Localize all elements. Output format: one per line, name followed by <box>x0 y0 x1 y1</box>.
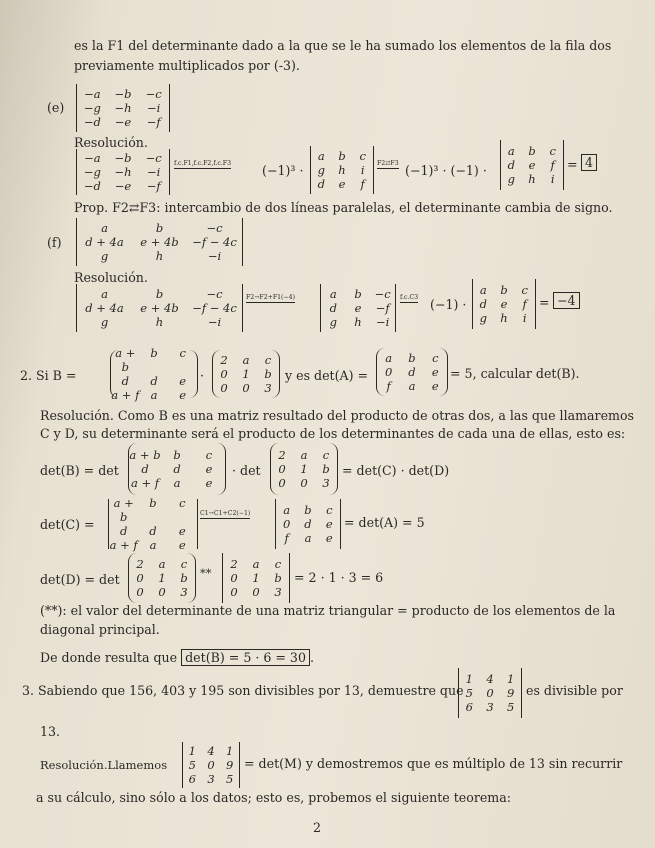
matrix-entry: −g <box>83 101 101 115</box>
matrix-row <box>77 287 242 301</box>
det-c-result: = det(A) = 5 <box>344 515 425 530</box>
triangular-note-line-1: (**): el valor del determinante de una matriz triangular = producto de los elementos de la <box>40 603 616 618</box>
matrix-row <box>111 374 197 388</box>
matrix-entry: 5 <box>226 772 234 786</box>
matrix-row <box>276 517 340 531</box>
part-e-result: 4 <box>581 155 597 170</box>
matrix-entry: 0 <box>207 758 215 772</box>
matrix-entry: c <box>322 448 330 462</box>
matrix-entry: 3 <box>207 772 215 786</box>
matrix-entry: e <box>325 517 333 531</box>
det-c-determinant <box>108 496 198 552</box>
matrix-entry: c <box>432 351 439 365</box>
matrix-entry: a <box>252 557 260 571</box>
matrix-row <box>77 301 242 315</box>
matrix-entry: d <box>141 462 149 476</box>
det-b-matrix-d <box>270 443 338 495</box>
matrix-entry: d <box>121 374 130 388</box>
matrix-entry: e + 4b <box>140 235 179 249</box>
matrix-row <box>109 524 197 538</box>
matrix-entry: b <box>180 571 188 585</box>
matrix-entry: 0 <box>158 585 166 599</box>
matrix-row <box>459 700 521 714</box>
det-d-determinant <box>222 553 290 603</box>
matrix-entry: 1 <box>300 462 308 476</box>
det-b-label: det(B) = det <box>40 463 119 478</box>
matrix-entry: f <box>360 177 365 191</box>
matrix-entry: d + 4a <box>85 235 124 249</box>
part-e-factor-2: (−1)³ · (−1) · <box>405 163 487 178</box>
matrix-row <box>311 149 373 163</box>
matrix-entry: −d <box>83 115 101 129</box>
problem-3-statement-line-2: 13. <box>40 724 61 739</box>
triangular-note-line-2: diagonal principal. <box>40 622 160 637</box>
matrix-row <box>321 315 395 329</box>
matrix-entry: b <box>264 367 272 381</box>
problem-2-statement-tail: = 5, calcular det(B). <box>450 366 580 381</box>
matrix-row <box>377 379 447 393</box>
matrix-entry: e <box>178 524 186 538</box>
matrix-entry: 1 <box>242 367 250 381</box>
matrix-entry: c <box>205 448 213 462</box>
matrix-entry: −c <box>374 287 391 301</box>
matrix-row <box>501 144 563 158</box>
matrix-row <box>77 87 169 101</box>
matrix-row <box>213 367 279 381</box>
matrix-entry: 6 <box>188 772 196 786</box>
problem-2-matrix-c <box>110 346 198 402</box>
matrix-entry: e <box>431 379 439 393</box>
matrix-entry: 1 <box>252 571 260 585</box>
matrix-entry: 3 <box>274 585 282 599</box>
matrix-entry: a + b <box>129 448 161 462</box>
part-e-operation-2: F2⇄F3 <box>377 160 399 167</box>
matrix-entry: −h <box>114 101 132 115</box>
matrix-row <box>77 101 169 115</box>
matrix-row <box>271 462 337 476</box>
matrix-entry: −c <box>206 221 223 235</box>
matrix-entry: c <box>521 283 528 297</box>
part-f-resolucion: Resolución. <box>74 270 148 285</box>
matrix-row <box>77 151 169 165</box>
det-d-label: det(D) = det <box>40 572 120 587</box>
matrix-entry: 0 <box>242 381 250 395</box>
problem-3-determinant <box>458 668 522 718</box>
matrix-row <box>501 172 563 186</box>
matrix-entry: 5 <box>507 700 515 714</box>
det-d-result: = 2 · 1 · 3 = 6 <box>294 570 384 585</box>
matrix-entry: 0 <box>220 367 228 381</box>
matrix-entry: g <box>317 163 326 177</box>
matrix-entry: e <box>354 301 362 315</box>
matrix-entry: g <box>479 311 488 325</box>
matrix-entry: b <box>155 287 164 301</box>
matrix-row <box>77 179 169 193</box>
matrix-entry: a <box>479 283 487 297</box>
matrix-row <box>183 744 239 758</box>
matrix-entry: 9 <box>507 686 515 700</box>
matrix-row <box>77 221 242 235</box>
matrix-entry: a <box>408 379 416 393</box>
matrix-row <box>183 772 239 786</box>
matrix-entry: g <box>329 315 338 329</box>
matrix-entry: b <box>338 149 346 163</box>
matrix-entry: e <box>179 374 187 388</box>
matrix-entry: a <box>158 557 166 571</box>
matrix-entry: h <box>338 163 346 177</box>
matrix-entry: i <box>522 311 527 325</box>
matrix-entry: 5 <box>465 686 473 700</box>
matrix-entry: a <box>385 351 393 365</box>
matrix-row <box>377 365 447 379</box>
problem-2-matrix-d <box>212 350 280 398</box>
matrix-entry: −a <box>84 151 101 165</box>
matrix-entry: d <box>173 462 181 476</box>
matrix-entry: a + b <box>113 496 134 524</box>
problem-3-resolution-line-2: a su cálculo, sino sólo a los datos; esto es, probemos el siguiente teorema: <box>36 790 511 805</box>
part-f-label: (f) <box>47 235 62 250</box>
matrix-entry: a <box>101 287 108 301</box>
matrix-entry: b <box>500 283 508 297</box>
matrix-entry: f <box>284 531 289 545</box>
matrix-entry: h <box>155 315 164 329</box>
matrix-entry: 1 <box>507 672 515 686</box>
matrix-entry: d <box>304 517 312 531</box>
matrix-entry: i <box>550 172 555 186</box>
matrix-entry: g <box>507 172 516 186</box>
matrix-row <box>111 388 197 402</box>
intro-line-2: previamente multiplicados por (-3). <box>74 58 300 73</box>
matrix-row <box>77 165 169 179</box>
matrix-entry: 3 <box>486 700 494 714</box>
matrix-entry: a + f <box>111 388 140 402</box>
matrix-entry: f <box>550 158 555 172</box>
matrix-entry: −i <box>147 165 161 179</box>
matrix-entry: e + 4b <box>140 301 179 315</box>
matrix-entry: −f <box>146 115 161 129</box>
matrix-entry: i <box>360 163 365 177</box>
matrix-row <box>213 353 279 367</box>
matrix-entry: c <box>264 353 272 367</box>
part-e-label: (e) <box>47 100 65 115</box>
matrix-entry: a <box>149 538 157 552</box>
matrix-entry: e <box>325 531 333 545</box>
matrix-entry: 4 <box>486 672 494 686</box>
matrix-entry: −f <box>146 179 161 193</box>
matrix-entry: −b <box>114 87 132 101</box>
matrix-entry: a <box>300 448 308 462</box>
matrix-entry: b <box>354 287 362 301</box>
matrix-entry: 0 <box>220 381 228 395</box>
matrix-entry: a <box>283 503 291 517</box>
matrix-entry: 2 <box>136 557 144 571</box>
matrix-entry: 3 <box>322 476 330 490</box>
matrix-entry: b <box>155 221 164 235</box>
part-f-operation-1: F2→F2+F1(−4) <box>246 294 296 301</box>
problem-3-resolution-determinant <box>182 742 240 788</box>
matrix-entry: e <box>179 388 187 402</box>
matrix-row <box>109 496 197 524</box>
matrix-entry: 0 <box>278 462 286 476</box>
matrix-entry: −i <box>207 249 222 263</box>
matrix-entry: f <box>386 379 391 393</box>
matrix-entry: 3 <box>264 381 272 395</box>
problem-3-resolution-prefix: Resolución.Llamemos <box>40 758 168 772</box>
matrix-row <box>311 163 373 177</box>
problem-2-resolution-line-2: C y D, su determinante será el producto de los determinantes de cada una de ellas, esto es: <box>40 426 626 441</box>
matrix-entry: 0 <box>230 571 238 585</box>
matrix-entry: −c <box>145 151 162 165</box>
matrix-row <box>129 462 225 476</box>
matrix-entry: 0 <box>385 365 393 379</box>
part-f-determinant <box>76 218 243 266</box>
matrix-row <box>77 235 242 249</box>
matrix-entry: 2 <box>220 353 228 367</box>
part-e-final-determinant <box>500 140 564 190</box>
matrix-entry: e <box>528 158 536 172</box>
det-b-dot-det: · det <box>232 463 261 478</box>
matrix-entry: −f − 4c <box>192 235 237 249</box>
matrix-entry: −i <box>147 101 161 115</box>
matrix-entry: b <box>173 448 181 462</box>
matrix-entry: 0 <box>300 476 308 490</box>
matrix-entry: h <box>528 172 536 186</box>
part-e-property-note: Prop. F2⇄F3: intercambio de dos líneas paralelas, el determinante cambia de signo. <box>74 200 613 215</box>
matrix-entry: d <box>119 524 128 538</box>
matrix-row <box>276 503 340 517</box>
matrix-entry: −i <box>207 315 222 329</box>
matrix-row <box>129 571 195 585</box>
matrix-entry: a + f <box>109 538 138 552</box>
matrix-entry: −d <box>83 179 101 193</box>
matrix-entry: −g <box>83 165 101 179</box>
matrix-entry: a <box>317 149 325 163</box>
part-f-result: −4 <box>553 293 580 308</box>
matrix-row <box>77 249 242 263</box>
matrix-entry: 5 <box>188 758 196 772</box>
page-number: 2 <box>313 820 322 835</box>
matrix-entry: −i <box>376 315 390 329</box>
matrix-entry: b <box>150 346 158 360</box>
matrix-row <box>213 381 279 395</box>
matrix-entry: d <box>149 524 157 538</box>
matrix-entry: −c <box>206 287 223 301</box>
matrix-entry: c <box>179 496 186 510</box>
matrix-row <box>311 177 373 191</box>
matrix-entry: d <box>150 374 158 388</box>
matrix-row <box>459 672 521 686</box>
matrix-row <box>276 531 340 545</box>
matrix-entry: b <box>304 503 312 517</box>
matrix-entry: a + b <box>115 346 136 374</box>
matrix-entry: a <box>150 388 158 402</box>
part-f-factor-2: (−1) · <box>430 297 467 312</box>
matrix-row <box>129 448 225 462</box>
part-f-final-determinant <box>472 279 536 329</box>
problem-2-dot: · <box>200 368 205 383</box>
matrix-row <box>223 585 289 599</box>
matrix-entry: 0 <box>278 476 286 490</box>
matrix-entry: b <box>528 144 536 158</box>
matrix-entry: 0 <box>252 585 260 599</box>
matrix-entry: e <box>338 177 346 191</box>
intro-line-1: es la F1 del determinante dado a la que se le ha sumado los elementos de la fila dos <box>74 38 612 53</box>
matrix-entry: 1 <box>465 672 473 686</box>
det-c-label: det(C) = <box>40 517 95 532</box>
matrix-entry: −f <box>375 301 390 315</box>
matrix-entry: d <box>408 365 416 379</box>
matrix-row <box>473 311 535 325</box>
conclusion: De donde resulta que det(B) = 5 · 6 = 30 . <box>40 650 314 665</box>
matrix-entry: e <box>431 365 439 379</box>
matrix-entry: 0 <box>136 571 144 585</box>
matrix-entry: 6 <box>465 700 473 714</box>
matrix-entry: a <box>173 476 181 490</box>
matrix-entry: c <box>326 503 333 517</box>
problem-3-resolution-suffix: = det(M) y demostremos que es múltiplo de 13 sin recurrir <box>244 756 623 771</box>
part-e-mid-determinant <box>310 146 374 194</box>
matrix-row <box>111 346 197 374</box>
part-e-operation-1: f.c.F1,f.c.F2,f.c.F3 <box>174 160 232 167</box>
matrix-row <box>223 571 289 585</box>
matrix-entry: e <box>205 476 213 490</box>
matrix-entry: e <box>205 462 213 476</box>
matrix-entry: −e <box>114 179 132 193</box>
det-c-final-determinant <box>275 499 341 549</box>
matrix-entry: a <box>242 353 250 367</box>
det-b-result: = det(C) · det(D) <box>342 463 450 478</box>
part-e-resolucion: Resolución. <box>74 135 148 150</box>
matrix-entry: d <box>329 301 338 315</box>
part-e-equals: = <box>567 157 578 172</box>
conclusion-result-box: det(B) = 5 · 6 = 30 <box>181 649 310 666</box>
matrix-entry: 2 <box>230 557 238 571</box>
matrix-row <box>321 301 395 315</box>
matrix-row <box>473 283 535 297</box>
matrix-row <box>77 315 242 329</box>
det-d-operation: ** <box>200 566 212 580</box>
matrix-entry: a <box>304 531 312 545</box>
matrix-entry: c <box>179 346 186 360</box>
part-e-determinant <box>76 84 170 132</box>
matrix-entry: b <box>149 496 157 510</box>
matrix-entry: 9 <box>226 758 234 772</box>
part-e-step-determinant <box>76 149 170 195</box>
problem-2-matrix-a <box>376 348 448 396</box>
part-f-operation-2: f.c.C3 <box>400 294 419 301</box>
det-d-matrix <box>128 553 196 603</box>
part-f-step-determinant <box>76 284 243 332</box>
matrix-row <box>377 351 447 365</box>
matrix-row <box>109 538 197 552</box>
matrix-row <box>271 448 337 462</box>
matrix-row <box>501 158 563 172</box>
problem-2-and-text: y es det(A) = <box>285 368 369 383</box>
matrix-entry: −b <box>114 151 132 165</box>
part-f-equals: = <box>539 295 550 310</box>
matrix-entry: h <box>155 249 164 263</box>
matrix-entry: a <box>507 144 515 158</box>
matrix-entry: e <box>178 538 186 552</box>
matrix-entry: c <box>359 149 366 163</box>
problem-3-statement-prefix: 3. Sabiendo que 156, 403 y 195 son divisibles por 13, demuestre que <box>22 683 464 698</box>
part-f-mid-determinant <box>320 284 396 332</box>
matrix-row <box>321 287 395 301</box>
matrix-entry: c <box>180 557 188 571</box>
problem-2-statement-prefix: 2. Si B = <box>20 368 77 383</box>
matrix-entry: a <box>101 221 108 235</box>
matrix-entry: b <box>408 351 416 365</box>
matrix-entry: 3 <box>180 585 188 599</box>
matrix-entry: a <box>329 287 337 301</box>
matrix-entry: 1 <box>188 744 196 758</box>
matrix-entry: g <box>100 249 109 263</box>
problem-3-statement-suffix: es divisible por <box>526 683 623 698</box>
matrix-entry: 2 <box>278 448 286 462</box>
matrix-entry: 0 <box>230 585 238 599</box>
matrix-row <box>129 476 225 490</box>
matrix-row <box>459 686 521 700</box>
matrix-row <box>473 297 535 311</box>
matrix-row <box>129 557 195 571</box>
matrix-row <box>271 476 337 490</box>
matrix-entry: −h <box>114 165 132 179</box>
part-e-factor-1: (−1)³ · <box>262 163 304 178</box>
matrix-entry: 4 <box>207 744 215 758</box>
matrix-entry: −f − 4c <box>192 301 237 315</box>
matrix-entry: 1 <box>226 744 234 758</box>
matrix-row <box>129 585 195 599</box>
matrix-entry: d <box>507 158 516 172</box>
matrix-row <box>183 758 239 772</box>
matrix-entry: −c <box>145 87 162 101</box>
matrix-entry: c <box>549 144 556 158</box>
problem-2-resolution-line-1: Resolución. Como B es una matriz resultado del producto de otras dos, a las que llamaremos <box>40 408 635 423</box>
matrix-entry: d <box>317 177 326 191</box>
matrix-entry: 0 <box>136 585 144 599</box>
matrix-entry: a + f <box>130 476 160 490</box>
matrix-entry: −a <box>84 87 101 101</box>
matrix-entry: −e <box>114 115 132 129</box>
matrix-entry: g <box>100 315 109 329</box>
matrix-entry: f <box>522 297 527 311</box>
det-b-matrix-c <box>128 443 226 495</box>
matrix-entry: d <box>479 297 488 311</box>
matrix-entry: b <box>322 462 330 476</box>
matrix-entry: h <box>500 311 508 325</box>
matrix-entry: 0 <box>283 517 291 531</box>
matrix-entry: h <box>354 315 362 329</box>
matrix-row <box>223 557 289 571</box>
matrix-entry: b <box>274 571 282 585</box>
det-c-operation: C1→C1+C2(−1) <box>200 510 251 517</box>
matrix-entry: e <box>500 297 508 311</box>
matrix-entry: c <box>274 557 282 571</box>
matrix-row <box>77 115 169 129</box>
matrix-entry: d + 4a <box>85 301 124 315</box>
matrix-entry: 1 <box>158 571 166 585</box>
matrix-entry: 0 <box>486 686 494 700</box>
